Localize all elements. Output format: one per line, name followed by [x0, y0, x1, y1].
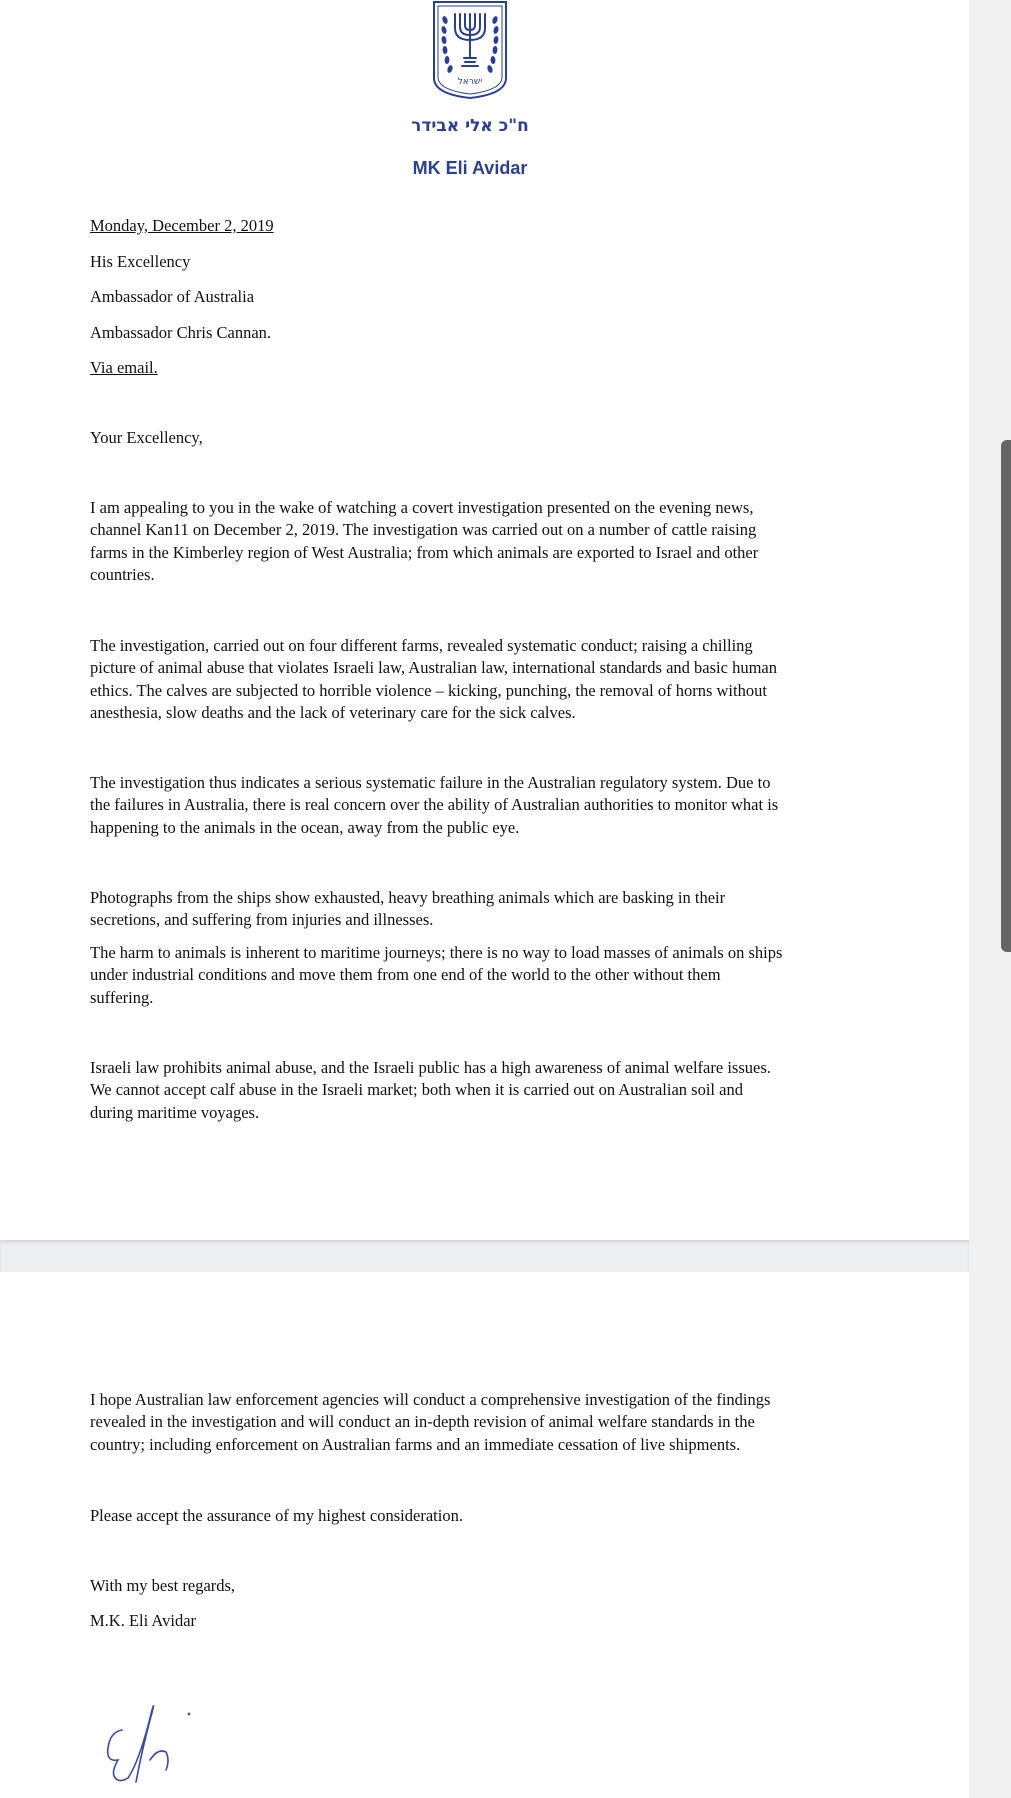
delivery-method: Via email.	[90, 358, 158, 377]
body-paragraph: The investigation, carried out on four different farms, revealed systematic conduct; raising a chilling picture of animal abuse that violates Israeli law, Australian law, international standards and basic human ethics. The calves are subjected to horrible violence – kicking, punching, the removal of horns without anesthesia, slow deaths and the lack of veterinary care for the sick calves.	[90, 636, 777, 723]
knesset-menorah-emblem-icon	[431, 0, 509, 100]
body-paragraph: I am appealing to you in the wake of watching a covert investigation presented on the evening news, channel Kan11 on December 2, 2019. The investigation was carried out on a number of cattle raising farms in the Kimberley region of West Australia; from which animals are exported to Israel and other countries.	[90, 498, 759, 585]
scrollbar-thumb[interactable]	[1001, 440, 1011, 952]
body-paragraph: The harm to animals is inherent to maritime journeys; there is no way to load masses of animals on ships under industrial conditions and move them from one end of the world to the other without them suffering.	[90, 943, 783, 1007]
signatory-name: M.K. Eli Avidar	[90, 1611, 197, 1630]
letterhead-hebrew-name: ח"כ אלי אבידר	[411, 116, 529, 136]
addressee-line: Ambassador of Australia	[90, 287, 255, 306]
closing-consideration: Please accept the assurance of my highest consideration.	[90, 1506, 463, 1525]
body-paragraph: Israeli law prohibits animal abuse, and the Israeli public has a high awareness of animal welfare issues. We cannot accept calf abuse in the Israeli market; both when it is carried out on Australian soil and during maritime voyages.	[90, 1058, 771, 1122]
closing-phrase: With my best regards,	[90, 1576, 236, 1595]
body-paragraph: Photographs from the ships show exhausted, heavy breathing animals which are basking in their secretions, and suffering from injuries and illnesses.	[90, 888, 726, 930]
letter-date: Monday, December 2, 2019	[90, 216, 274, 235]
addressee-line: Ambassador Chris Cannan.	[90, 323, 272, 342]
page-separator	[0, 1240, 969, 1272]
salutation: Your Excellency,	[90, 428, 203, 447]
svg-text:ישראל: ישראל	[457, 77, 483, 87]
addressee-line: His Excellency	[90, 252, 191, 271]
body-paragraph: I hope Australian law enforcement agencies will conduct a comprehensive investigation of the findings revealed in the investigation and will conduct an in-depth revision of animal welfare standards in the country; including enforcement on Australian farms and an immediate cessation of live shipments.	[90, 1390, 771, 1454]
body-paragraph: The investigation thus indicates a serious systematic failure in the Australian regulatory system. Due to the failures in Australia, there is real concern over the ability of Australian authorities to monitor what is happening to the animals in the ocean, away from the public eye.	[90, 773, 779, 837]
letterhead-english-name: MK Eli Avidar	[412, 158, 528, 178]
handwritten-signature	[92, 1690, 232, 1790]
